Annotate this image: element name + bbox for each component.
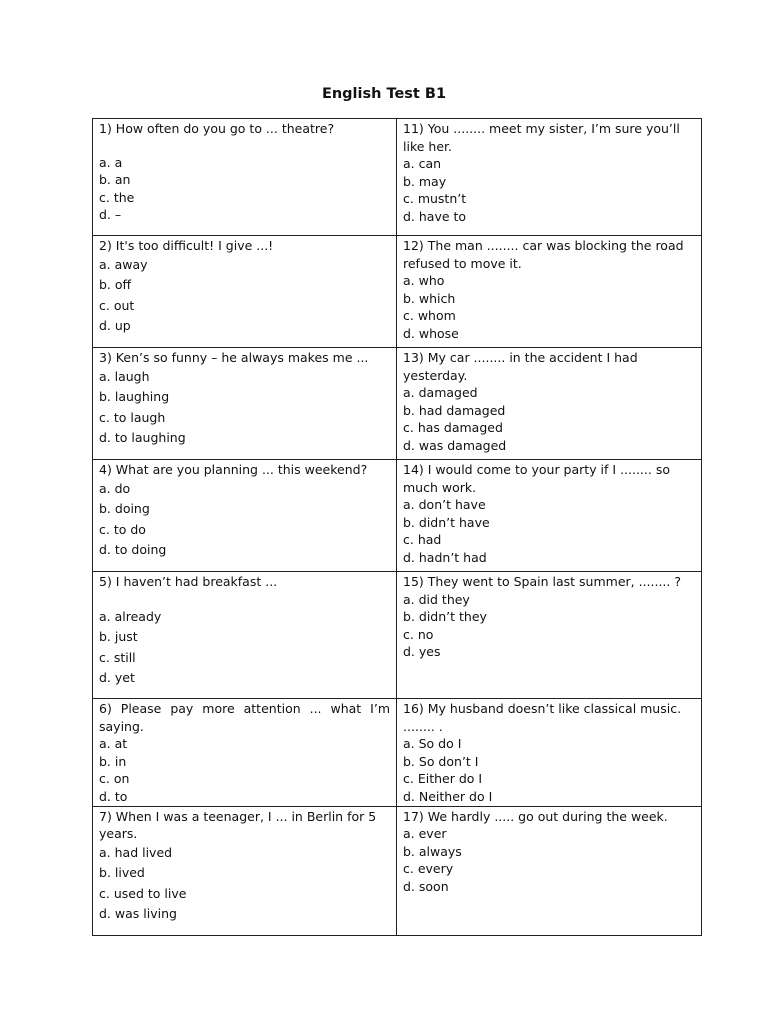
question-6 — [93, 699, 397, 807]
option-b: b. So don’t I — [403, 753, 479, 769]
option-c: c. had — [403, 532, 442, 548]
option-b: b. just — [99, 629, 138, 645]
question-16 — [397, 699, 702, 807]
question-15 — [397, 572, 702, 699]
question-text: 12) The man ........ car was blocking the road refused to move it. — [403, 238, 684, 271]
option-a: a. a — [99, 154, 123, 170]
question-text: 4) What are you planning ... this weekend? — [99, 462, 368, 477]
table-row — [93, 348, 702, 460]
option-d: d. whose — [403, 325, 459, 341]
option-c: c. used to live — [99, 885, 187, 901]
option-a: a. who — [403, 273, 445, 289]
option-a: a. already — [99, 608, 162, 624]
option-c: c. out — [99, 297, 135, 313]
option-d: d. was living — [99, 906, 177, 922]
option-b: b. an — [99, 172, 131, 188]
option-c: c. on — [99, 771, 130, 787]
option-c: c. no — [403, 626, 434, 642]
option-a: a. don’t have — [403, 497, 486, 513]
question-text: 17) We hardly ..... go out during the week. — [403, 808, 668, 824]
option-b: b. which — [403, 290, 456, 306]
option-c: c. to laugh — [99, 409, 166, 425]
option-a: a. do — [99, 480, 131, 496]
option-c: c. still — [99, 649, 136, 665]
question-text: 5) I haven’t had breakfast ... — [99, 574, 278, 589]
option-c: c. every — [403, 861, 454, 877]
question-3 — [93, 348, 397, 460]
option-d: d. up — [99, 318, 131, 334]
question-5 — [93, 572, 397, 699]
option-c: c. whom — [403, 308, 456, 324]
question-text: 7) When I was a teenager, I ... in Berlin for 5 years. — [99, 808, 377, 842]
option-a: a. laugh — [99, 368, 150, 384]
table-row — [93, 460, 702, 572]
question-text: 6) Please pay more attention ... what I’m saying. — [99, 701, 390, 734]
option-b: b. doing — [99, 501, 150, 517]
question-text: 16) My husband doesn’t like classical music. ........ . — [403, 701, 682, 734]
option-b: b. had damaged — [403, 402, 506, 418]
option-b: b. in — [99, 753, 127, 769]
table-row — [93, 119, 702, 236]
option-a: a. had lived — [99, 844, 173, 860]
option-b: b. didn’t they — [403, 609, 487, 625]
option-c: c. the — [99, 189, 135, 205]
option-b: b. off — [99, 277, 132, 293]
option-a: a. ever — [403, 826, 447, 842]
option-b: b. may — [403, 173, 447, 189]
option-d: d. yet — [99, 670, 135, 686]
question-text: 11) You ........ meet my sister, I’m sure you’ll like her. — [403, 121, 680, 154]
option-d: d. Neither do I — [403, 788, 493, 804]
option-b: b. didn’t have — [403, 514, 490, 530]
table-row — [93, 806, 702, 935]
question-12 — [397, 236, 702, 348]
option-a: a. did they — [403, 591, 470, 607]
option-b: b. lived — [99, 865, 145, 881]
question-text: 1) How often do you go to ... theatre? — [99, 121, 335, 136]
question-14 — [397, 460, 702, 572]
option-a: a. away — [99, 256, 148, 272]
option-d: d. yes — [403, 644, 441, 660]
option-d: d. to laughing — [99, 430, 186, 446]
option-d: d. to doing — [99, 542, 167, 558]
question-17 — [397, 806, 702, 935]
option-b: b. laughing — [99, 389, 170, 405]
test-table — [92, 118, 702, 936]
option-c: c. to do — [99, 521, 146, 537]
table-row — [93, 572, 702, 699]
option-d: d. – — [99, 207, 122, 223]
option-a: a. can — [403, 156, 442, 172]
option-c: c. has damaged — [403, 420, 503, 436]
option-c: c. mustn’t — [403, 191, 467, 207]
option-d: d. was damaged — [403, 437, 507, 453]
question-text: 13) My car ........ in the accident I had yesterday. — [403, 350, 638, 383]
option-d: d. have to — [403, 208, 467, 224]
question-1 — [93, 119, 397, 236]
question-2 — [93, 236, 397, 348]
option-a: a. at — [99, 736, 128, 752]
option-c: c. Either do I — [403, 771, 483, 787]
option-a: a. damaged — [403, 385, 478, 401]
table-row — [93, 236, 702, 348]
page-title: English Test B1 — [321, 86, 447, 102]
option-a: a. So do I — [403, 736, 462, 752]
question-11 — [397, 119, 702, 236]
question-7 — [93, 806, 397, 935]
question-13 — [397, 348, 702, 460]
option-b: b. always — [403, 843, 462, 859]
question-text: 15) They went to Spain last summer, ........ ? — [403, 574, 681, 589]
table-row — [93, 699, 702, 807]
question-4 — [93, 460, 397, 572]
question-text: 2) It's too difficult! I give ...! — [99, 238, 274, 253]
question-text: 14) I would come to your party if I ........ so much work. — [403, 462, 670, 495]
question-text: 3) Ken’s so funny – he always makes me ... — [99, 350, 369, 365]
option-d: d. to — [99, 788, 128, 804]
option-d: d. soon — [403, 878, 449, 894]
option-d: d. hadn’t had — [403, 549, 487, 565]
